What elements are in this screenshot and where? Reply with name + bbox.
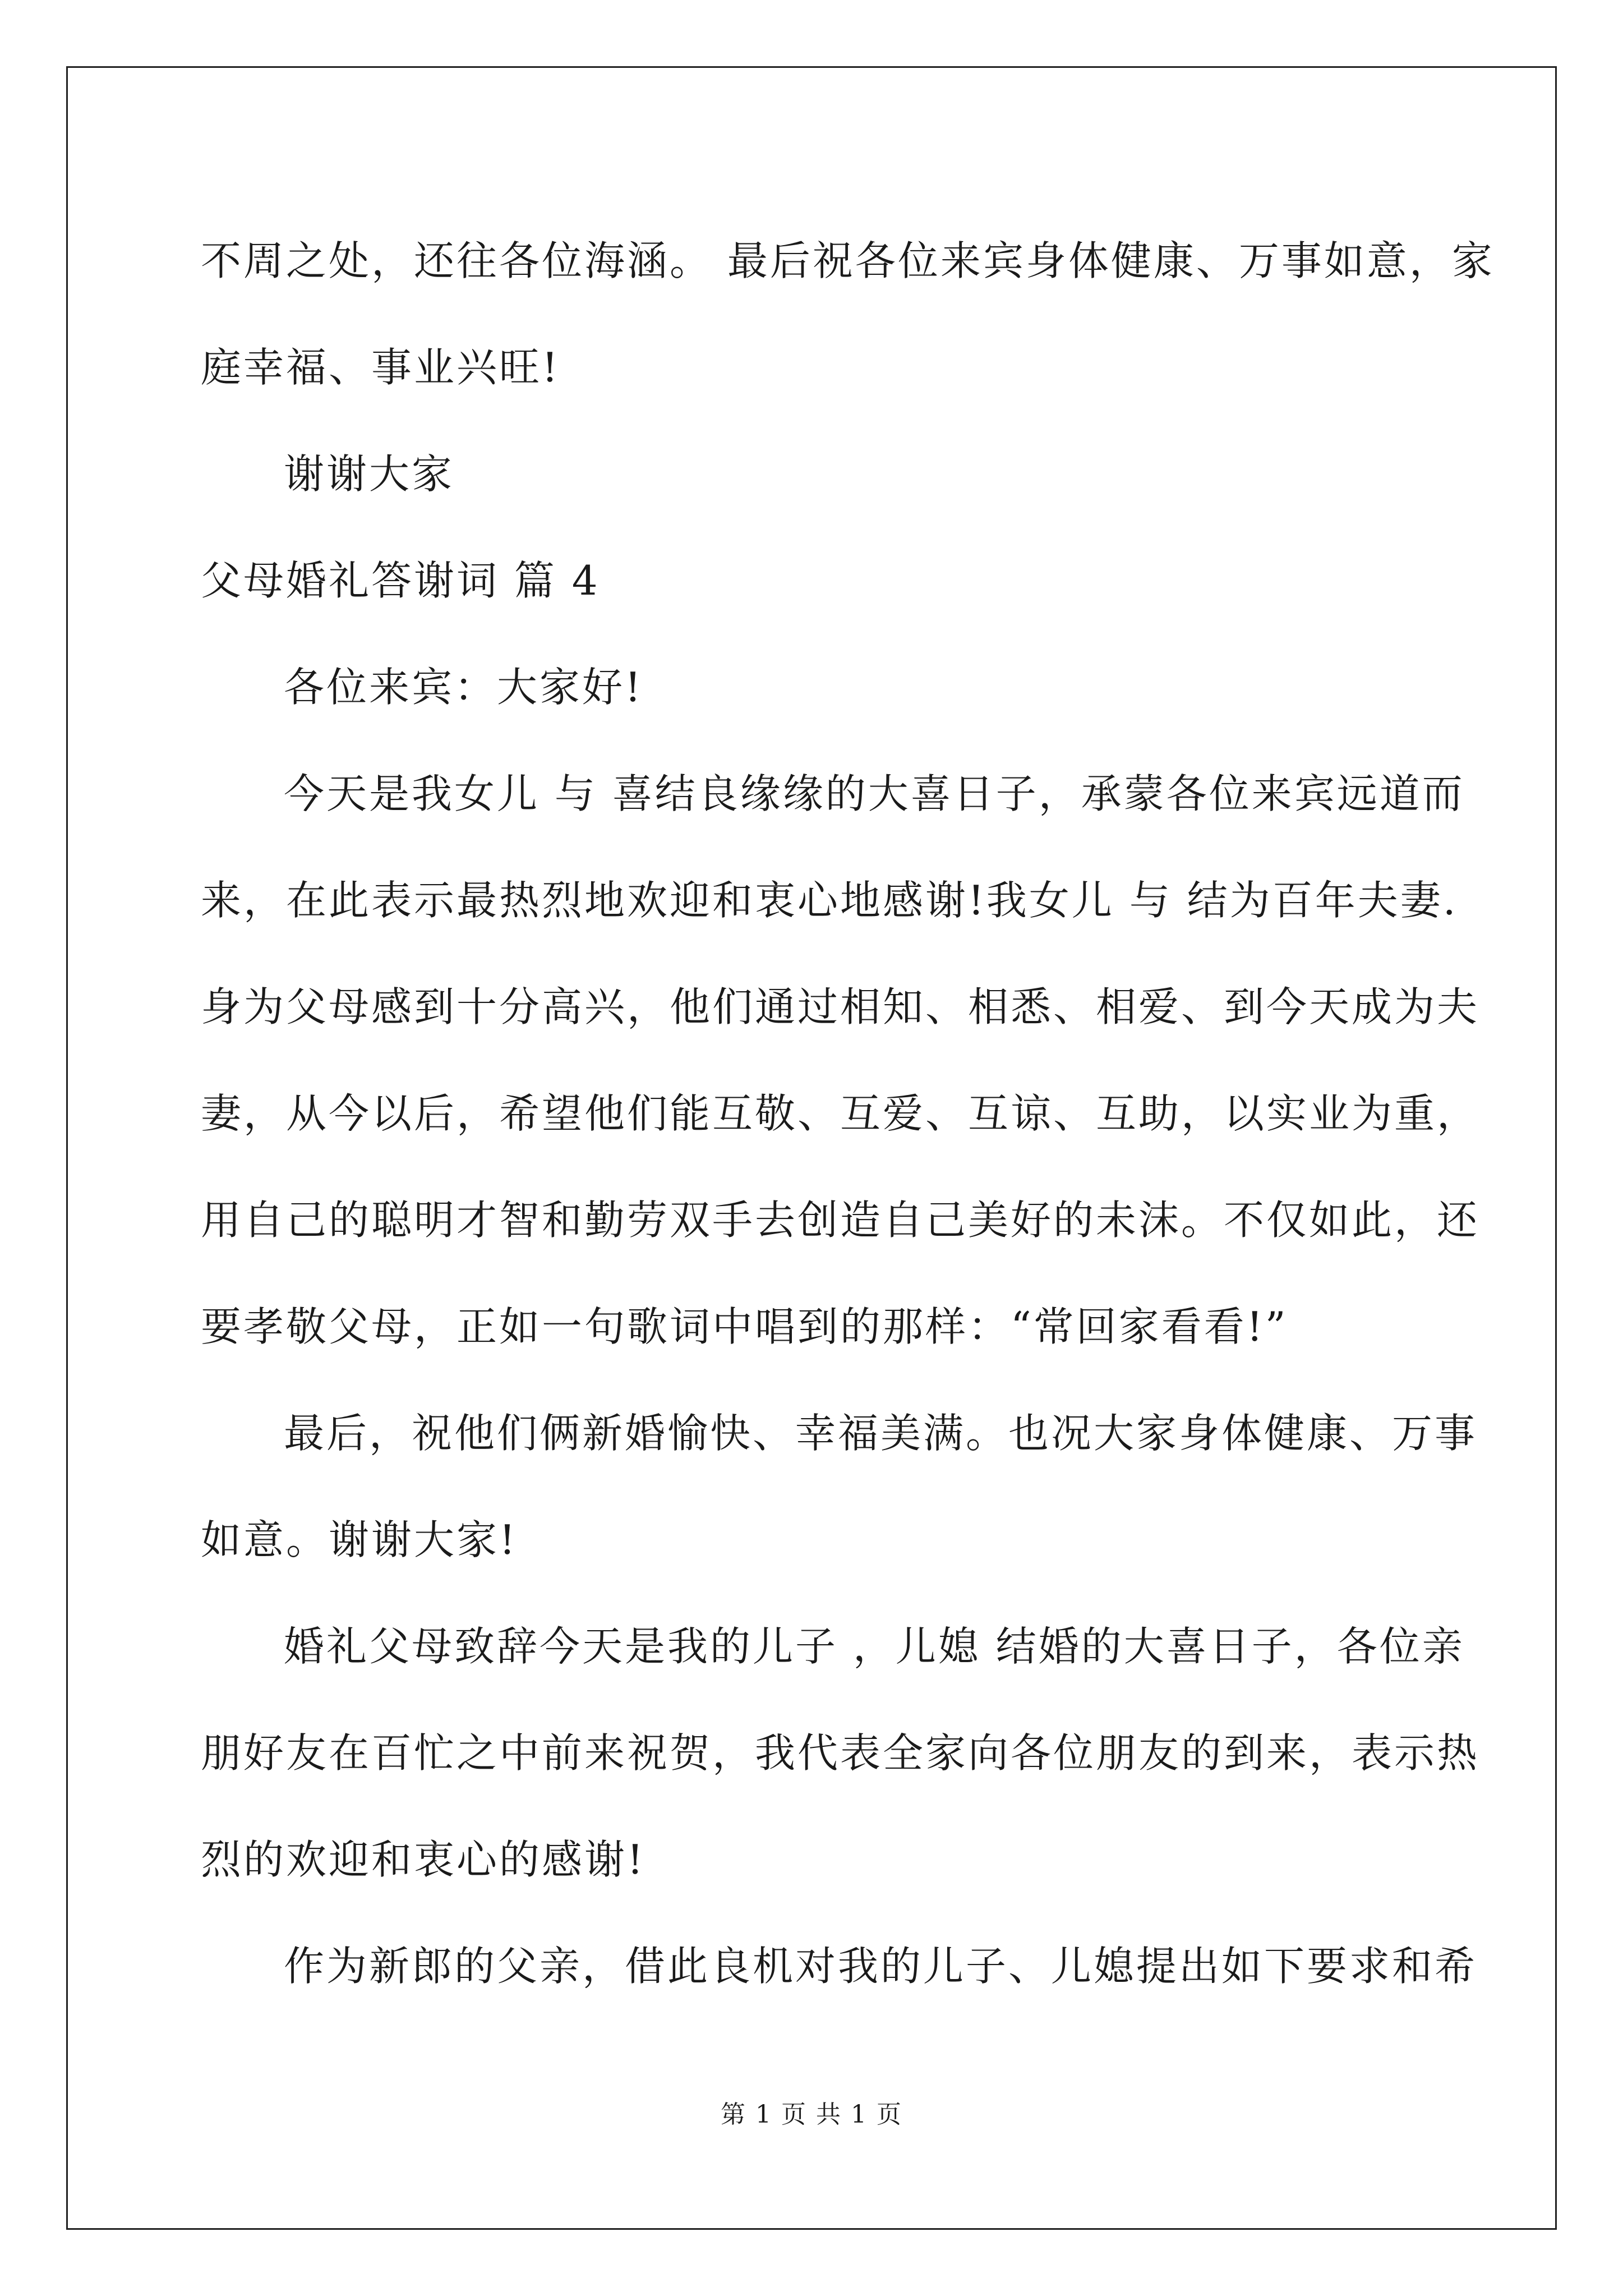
text-line: 用自己的聪明才智和勤劳双手去创造自己美好的未沫。不仅如此，还 — [201, 1197, 1480, 1244]
text-line: 烈的欢迎和衷心的感谢! — [201, 1836, 645, 1883]
text-line: 各位来宾：大家好! — [284, 664, 643, 711]
text-line: 身为父母感到十分高兴，他们通过相知、相悉、相爱、到今天成为夫 — [201, 983, 1480, 1030]
text-line: 不周之处，还往各位海涵。 最后祝各位来宾身体健康、万事如意，家 — [201, 237, 1495, 284]
text-line: 今天是我女儿 与 喜结良缘缘的大喜日子，承蒙各位来宾远道而 — [284, 770, 1465, 817]
text-line: 最后，祝他们俩新婚愉快、幸福美满。也况大家身体健康、万事 — [284, 1410, 1478, 1457]
text-line: 妻，从今以后，希望他们能互敬、互爱、互谅、互助，以实业为重， — [201, 1090, 1480, 1137]
text-line: 要孝敬父母，正如一句歌词中唱到的那样：“常回家看看!” — [201, 1303, 1288, 1350]
page-footer: 第 1 页 共 1 页 — [721, 2100, 902, 2129]
document-body — [201, 208, 1495, 2019]
text-line: 谢谢大家 — [284, 450, 455, 498]
text-line: 朋好友在百忙之中前来祝贺，我代表全家向各位朋友的到来，表示热 — [201, 1729, 1480, 1777]
text-line: 来，在此表示最热烈地欢迎和衷心地感谢!我女儿 与 结为百年夫妻. — [201, 877, 1458, 924]
text-line: 作为新郎的父亲，借此良机对我的儿子、儿媳提出如下要求和希 — [284, 1943, 1478, 1990]
text-line: 庭幸福、事业兴旺! — [201, 344, 560, 391]
text-line: 如意。谢谢大家! — [201, 1516, 518, 1563]
section-heading: 父母婚礼答谢词 篇 4 — [201, 557, 600, 604]
text-line: 婚礼父母致辞今天是我的儿子 ，儿媳 结婚的大喜日子，各位亲 — [284, 1623, 1465, 1670]
